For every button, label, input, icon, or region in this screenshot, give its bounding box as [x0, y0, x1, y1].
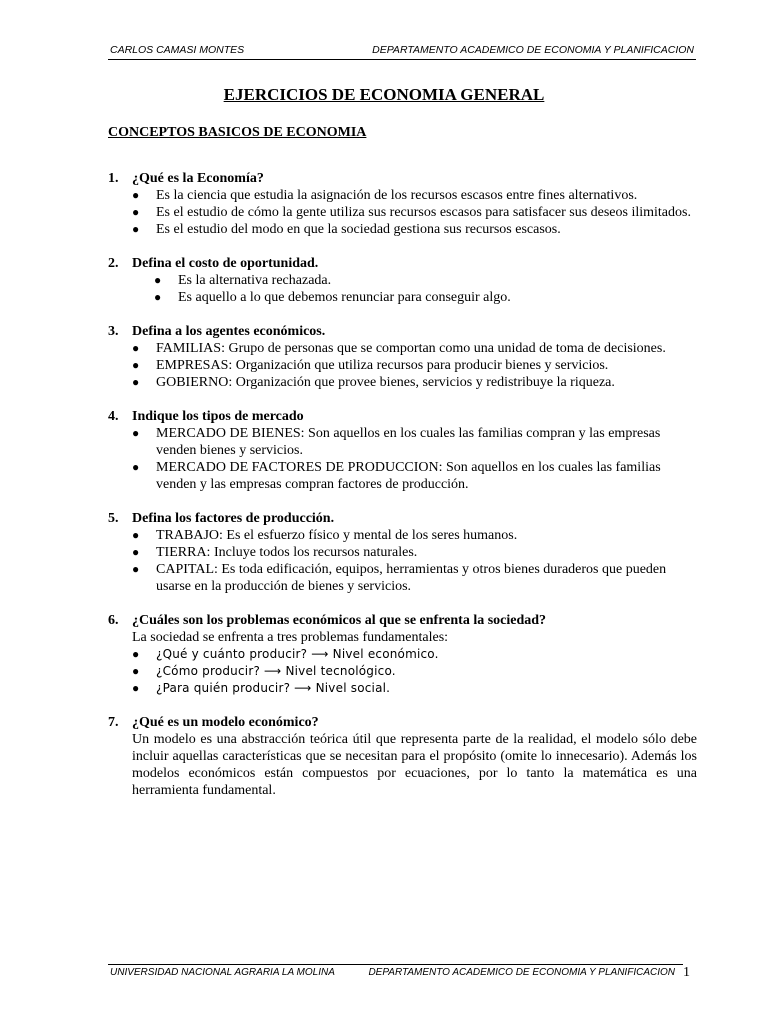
- question-3: [108, 323, 697, 391]
- question-list: [108, 170, 697, 816]
- list-item: ● CAPITAL: Es toda edificación, equipos, herramientas y otros bienes duraderos que pueden usarse en la producción de bienes y servicios.: [132, 562, 667, 594]
- bullet-icon: ●: [132, 426, 140, 440]
- question-text: Defina los factores de producción.: [132, 511, 335, 526]
- question-text: ¿Qué es la Economía?: [132, 171, 264, 186]
- list-item: ● Es aquello a lo que debemos renunciar para conseguir algo.: [154, 290, 511, 305]
- question-number: 1.: [108, 171, 119, 186]
- bullet-icon: ●: [132, 375, 140, 389]
- question-text: Defina el costo de oportunidad.: [132, 256, 319, 271]
- list-item: ● Es la ciencia que estudia la asignación de los recursos escasos entre fines alternativos.: [132, 188, 638, 203]
- question-number: 2.: [108, 256, 119, 271]
- question-number: 6.: [108, 613, 119, 628]
- bullet-icon: ●: [132, 545, 140, 559]
- question-intro: La sociedad se enfrenta a tres problemas fundamentales:: [132, 630, 449, 645]
- list-item: ● TIERRA: Incluye todos los recursos naturales.: [132, 545, 418, 560]
- list-item: ● TRABAJO: Es el esfuerzo físico y mental de los seres humanos.: [132, 528, 518, 543]
- list-item: ● ¿Cómo producir? ⟶ Nivel tecnológico.: [132, 664, 396, 678]
- bullet-icon: ●: [132, 681, 140, 695]
- page-number: 1: [683, 965, 690, 980]
- list-item: ● EMPRESAS: Organización que utiliza recursos para producir bienes y servicios.: [132, 358, 609, 373]
- footer-university: UNIVERSIDAD NACIONAL AGRARIA LA MOLINA: [110, 967, 335, 978]
- bullet-icon: ●: [132, 205, 140, 219]
- bullet-icon: ●: [132, 341, 140, 355]
- bullet-icon: ●: [132, 664, 140, 678]
- list-item: ● ¿Qué y cuánto producir? ⟶ Nivel económico.: [132, 647, 439, 661]
- list-item: ● ¿Para quién producir? ⟶ Nivel social.: [132, 681, 391, 695]
- question-number: 3.: [108, 324, 119, 339]
- header-author: CARLOS CAMASI MONTES: [110, 44, 245, 56]
- footer-department: DEPARTAMENTO ACADEMICO DE ECONOMIA Y PLANIFICACION: [368, 967, 675, 978]
- question-1: [108, 170, 697, 238]
- list-item: ● Es la alternativa rechazada.: [154, 273, 332, 288]
- list-item: ● Es el estudio del modo en que la sociedad gestiona sus recursos escasos.: [132, 222, 561, 237]
- question-text: Indique los tipos de mercado: [132, 409, 304, 424]
- document-title: EJERCICIOS DE ECONOMIA GENERAL: [223, 85, 545, 104]
- question-7: [108, 714, 697, 799]
- answer-paragraph: Un modelo es una abstracción teórica útil que representa parte de la realidad, el modelo sólo debe incluir aquellas características que se necesitan para el propósito (omite lo innecesario). Además los modelos económicos están compuestos por ecuaciones, por lo tanto la matemática es una herramienta fundamental.: [132, 732, 697, 798]
- bullet-icon: ●: [132, 562, 140, 576]
- bullet-icon: ●: [154, 290, 162, 304]
- question-number: 4.: [108, 409, 119, 424]
- bullet-icon: ●: [132, 460, 140, 474]
- list-item: ● Es el estudio de cómo la gente utiliza sus recursos escasos para satisfacer sus deseos ilimitados.: [132, 205, 691, 220]
- question-6: [108, 612, 697, 697]
- question-number: 7.: [108, 715, 119, 730]
- bullet-icon: ●: [132, 358, 140, 372]
- list-item: ● MERCADO DE FACTORES DE PRODUCCION: Son aquellos en los cuales las familias venden y las empresas compran factores de producción.: [132, 460, 661, 492]
- page-header: [108, 41, 696, 60]
- question-2: [108, 255, 697, 306]
- header-department: DEPARTAMENTO ACADEMICO DE ECONOMIA Y PLANIFICACION: [372, 44, 694, 56]
- bullet-icon: ●: [132, 222, 140, 236]
- question-text: ¿Qué es un modelo económico?: [132, 715, 319, 730]
- list-item: ● FAMILIAS: Grupo de personas que se comportan como una unidad de toma de decisiones.: [132, 341, 666, 356]
- list-item: ● MERCADO DE BIENES: Son aquellos en los cuales las familias compran y las empresas venden bienes y servicios.: [132, 426, 661, 458]
- bullet-icon: ●: [154, 273, 162, 287]
- bullet-icon: ●: [132, 528, 140, 542]
- bullet-icon: ●: [132, 188, 140, 202]
- question-4: [108, 408, 697, 493]
- question-number: 5.: [108, 511, 119, 526]
- page-footer: [108, 964, 683, 979]
- question-5: [108, 510, 697, 595]
- question-text: ¿Cuáles son los problemas económicos al que se enfrenta la sociedad?: [132, 613, 547, 628]
- bullet-icon: ●: [132, 647, 140, 661]
- question-text: Defina a los agentes económicos.: [132, 324, 326, 339]
- list-item: ● GOBIERNO: Organización que provee bienes, servicios y redistribuye la riqueza.: [132, 375, 615, 390]
- section-subtitle: CONCEPTOS BASICOS DE ECONOMIA: [108, 125, 367, 140]
